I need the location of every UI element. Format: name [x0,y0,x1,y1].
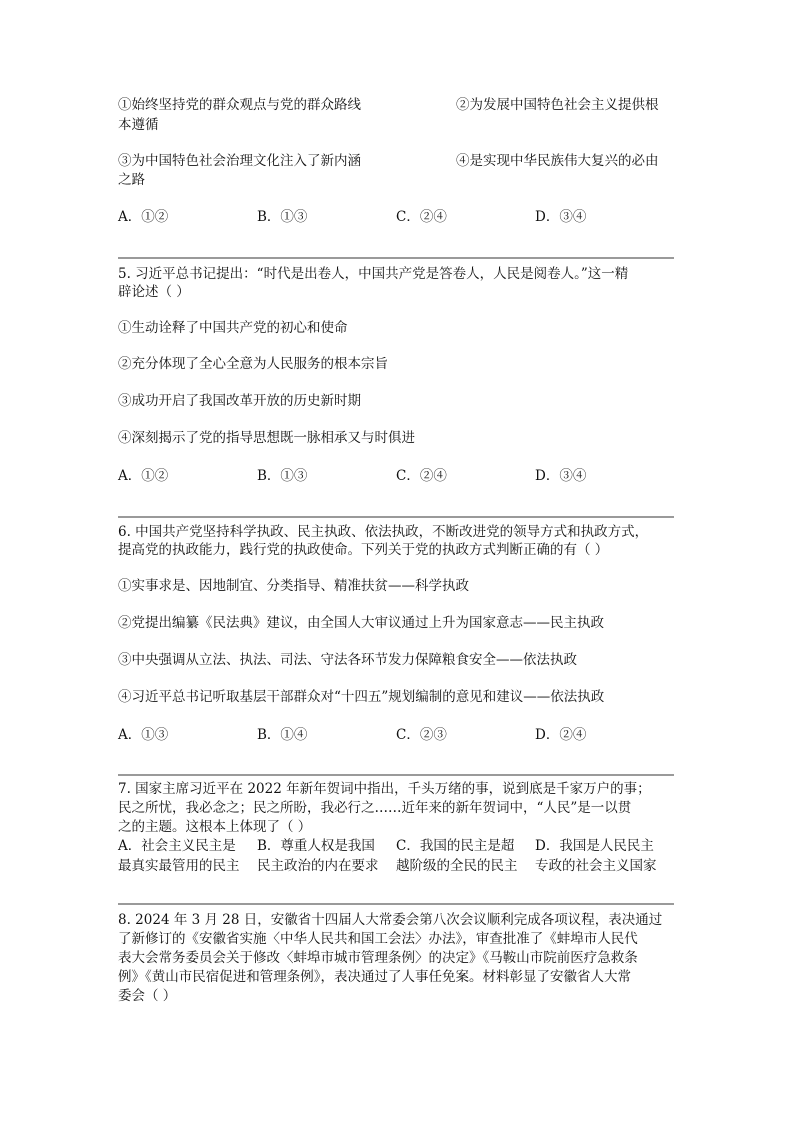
q7-option-c-line-2: 越阶级的全民的民主 [396,858,518,874]
q7-option-a[interactable] [118,836,240,876]
divider [118,774,674,776]
q6-statement-4: ④习近平总书记听取基层干部群众对“十四五”规划编制的意见和建议——依法执政 [118,689,605,705]
q7-option-a-line-2: 最真实最管用的民主 [118,858,240,874]
q5-statement-4: ④深刻揭示了党的指导思想既一脉相承又与时俱进 [118,430,415,446]
q5-statement-1: ①生动诠释了中国共产党的初心和使命 [118,320,348,336]
statement-4-continued: 之路 [118,172,145,188]
q5-statement-2: ②充分体现了全心全意为人民服务的根本宗旨 [118,356,388,372]
divider [118,516,674,518]
q7-option-b[interactable] [257,836,379,876]
q5-stem-line-2: 辟论述（ ） [118,284,190,300]
q8-stem-line-3: 表大会常务委员会关于修改〈蚌埠市城市管理条例〉的决定》《马鞍山市院前医疗急救条 [118,950,638,966]
q7-stem-line-3: 之的主题。这根本上体现了（ ） [118,819,312,835]
q5-statement-3: ③成功开启了我国改革开放的历史新时期 [118,393,361,409]
q5-stem-line-1: 5. 习近平总书记提出：“时代是出卷人，中国共产党是答卷人，人民是阅卷人。”这一精 [118,266,629,282]
q6-option-d[interactable]: D．②④ [535,727,587,743]
q7-option-b-line-2: 民主政治的内在要求 [257,858,379,874]
q8-stem-line-5: 委会（ ） [118,988,177,1004]
q8-stem-line-1: 8. 2024 年 3 月 28 日，安徽省十四届人大常委会第八次会议顺利完成各项议程，表决通过 [118,912,663,928]
statement-2-continued: 本遵循 [118,117,159,133]
q7-option-a-line-1: A．社会主义民主是 [118,838,236,854]
option-c[interactable]: C．②④ [396,209,447,225]
q7-option-d[interactable] [535,836,657,876]
q5-option-a[interactable]: A．①② [118,468,169,484]
statement-3: ③为中国特色社会治理文化注入了新内涵 [118,153,361,169]
q8-stem-line-4: 例》《黄山市民宿促进和管理条例》，表决通过了人事任免案。材料彰显了安徽省人大常 [118,969,631,985]
q5-option-b[interactable]: B．①③ [257,468,308,484]
statement-4: ④是实现中华民族伟大复兴的必由 [456,153,659,169]
q6-option-c[interactable]: C．②③ [396,727,447,743]
divider [118,257,674,259]
option-a[interactable]: A．①② [118,209,169,225]
q6-stem-line-2: 提高党的执政能力，践行党的执政使命。下列关于党的执政方式判断正确的有（ ） [118,542,609,558]
q6-option-a[interactable]: A．①③ [118,727,169,743]
q8-stem-line-2: 了新修订的《安徽省实施〈中华人民共和国工会法〉办法》，审查批准了《蚌埠市人民代 [118,931,638,947]
option-d[interactable]: D．③④ [535,209,587,225]
divider [118,903,674,905]
q6-statement-3: ③中央强调从立法、执法、司法、守法各环节发力保障粮食安全——依法执政 [118,652,577,668]
statement-1: ①始终坚持党的群众观点与党的群众路线 [118,97,361,113]
q5-option-c[interactable]: C．②④ [396,468,447,484]
q7-option-d-line-1: D．我国是人民民主 [535,838,654,854]
q6-stem-line-1: 6. 中国共产党坚持科学执政、民主执政、依法执政，不断改进党的领导方式和执政方式， [118,524,649,540]
statement-2: ②为发展中国特色社会主义提供根 [456,97,659,113]
q5-option-d[interactable]: D．③④ [535,468,587,484]
q7-option-c[interactable] [396,836,518,876]
option-b[interactable]: B．①③ [257,209,308,225]
q6-statement-2: ②党提出编纂《民法典》建议，由全国人大审议通过上升为国家意志——民主执政 [118,615,604,631]
q7-stem-line-2: 民之所忧，我必念之；民之所盼，我必行之……近年来的新年贺词中，“人民”是一以贯 [118,800,632,816]
q7-option-d-line-2: 专政的社会主义国家 [535,858,657,874]
q6-statement-1: ①实事求是、因地制宜、分类指导、精准扶贫——科学执政 [118,578,469,594]
q7-stem-line-1: 7. 国家主席习近平在 2022 年新年贺词中指出，千头万绪的事，说到底是千家万户的事； [118,781,651,797]
q7-option-b-line-1: B．尊重人权是我国 [257,838,375,854]
q6-option-b[interactable]: B．①④ [257,727,308,743]
q7-option-c-line-1: C．我国的民主是超 [396,838,515,854]
